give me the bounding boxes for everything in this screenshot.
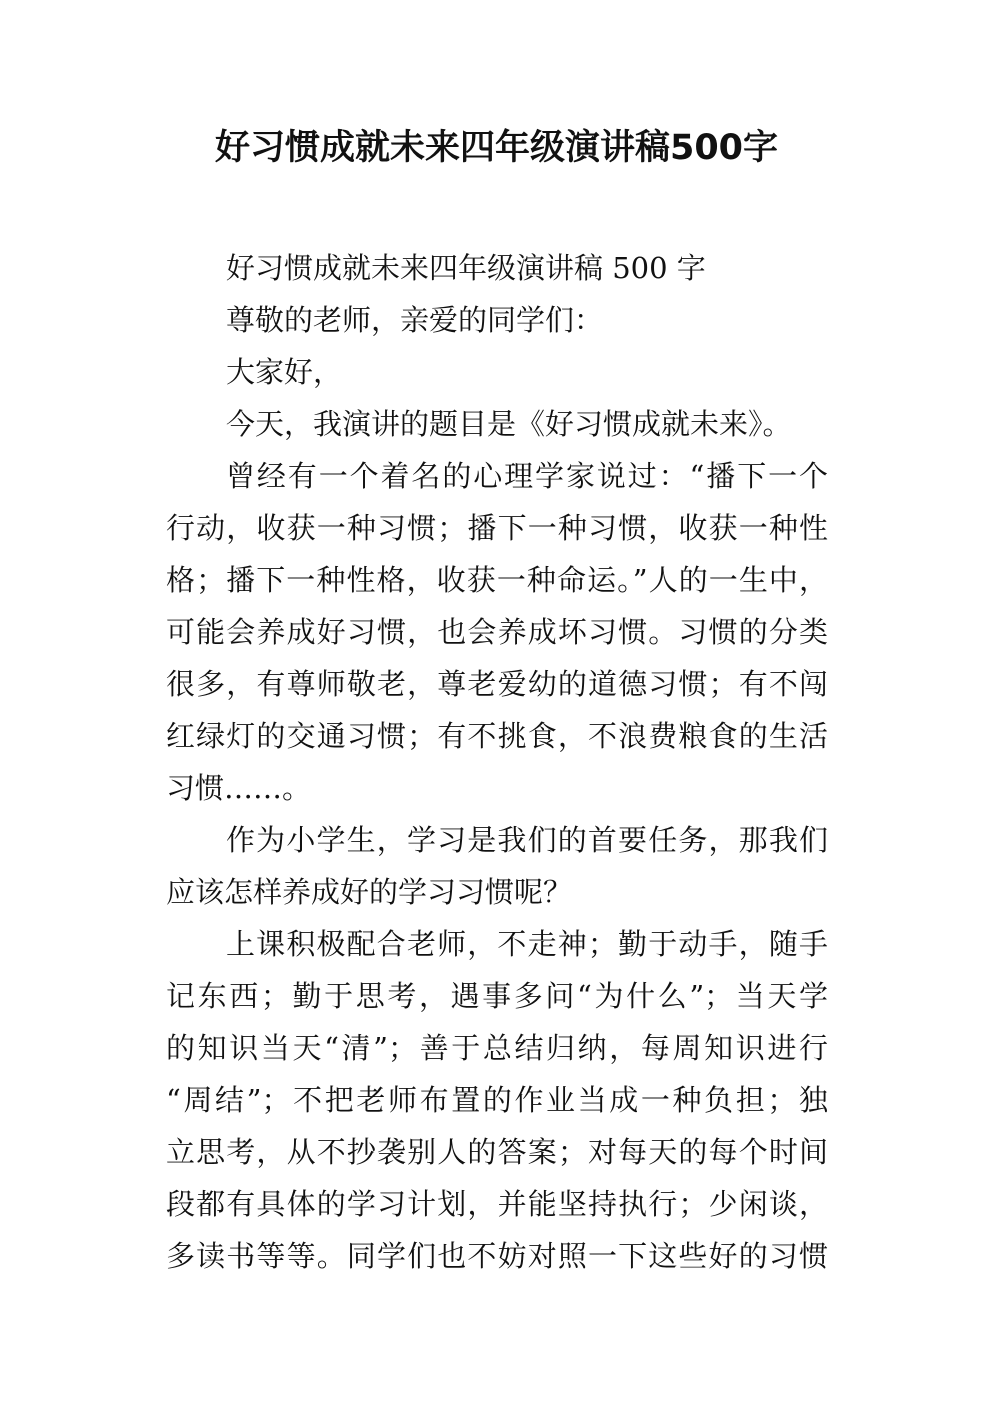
paragraph <box>166 346 828 398</box>
text-line: 今天，我演讲的题目是《好习惯成就未来》。 <box>226 407 792 441</box>
text-line: 可能会养成好习惯，也会养成坏习惯。习惯的分类 <box>166 615 828 649</box>
text-line: 记东西；勤于思考，遇事多问“为什么”；当天学 <box>166 979 828 1013</box>
text-line: 格；播下一种性格，收获一种命运。”人的一生中， <box>166 563 828 597</box>
text-line: 好习惯成就未来四年级演讲稿 500 字 <box>226 251 706 285</box>
document-body <box>166 242 828 1282</box>
paragraph <box>166 398 828 450</box>
paragraph <box>166 450 828 814</box>
document-title: 好习惯成就未来四年级演讲稿500字 <box>214 128 779 168</box>
text-line: “周结”；不把老师布置的作业当成一种负担；独 <box>166 1083 828 1117</box>
text-line: 段都有具体的学习计划，并能坚持执行；少闲谈， <box>166 1187 828 1221</box>
paragraph <box>166 814 828 918</box>
text-line: 大家好， <box>226 355 343 389</box>
text-line: 尊敬的老师，亲爱的同学们： <box>226 303 604 337</box>
text-line: 行动，收获一种习惯；播下一种习惯，收获一种性 <box>166 511 828 545</box>
paragraph <box>166 294 828 346</box>
text-line: 上课积极配合老师，不走神；勤于动手，随手 <box>226 927 828 961</box>
text-line: 很多，有尊师敬老，尊老爱幼的道德习惯；有不闯 <box>166 667 828 701</box>
paragraph <box>166 918 828 1282</box>
text-line: 立思考，从不抄袭别人的答案；对每天的每个时间 <box>166 1135 828 1169</box>
text-line: 曾经有一个着名的心理学家说过：“播下一个 <box>226 459 828 493</box>
text-line: 的知识当天“清”；善于总结归纳，每周知识进行 <box>166 1031 828 1065</box>
text-line: 习惯……。 <box>166 771 312 805</box>
paragraph <box>166 242 828 294</box>
text-line: 作为小学生，学习是我们的首要任务，那我们 <box>226 823 828 857</box>
text-line: 红绿灯的交通习惯；有不挑食，不浪费粮食的生活 <box>166 719 828 753</box>
text-line: 多读书等等。同学们也不妨对照一下这些好的习惯 <box>166 1239 828 1273</box>
text-line: 应该怎样养成好的学习习惯呢？ <box>166 875 573 909</box>
